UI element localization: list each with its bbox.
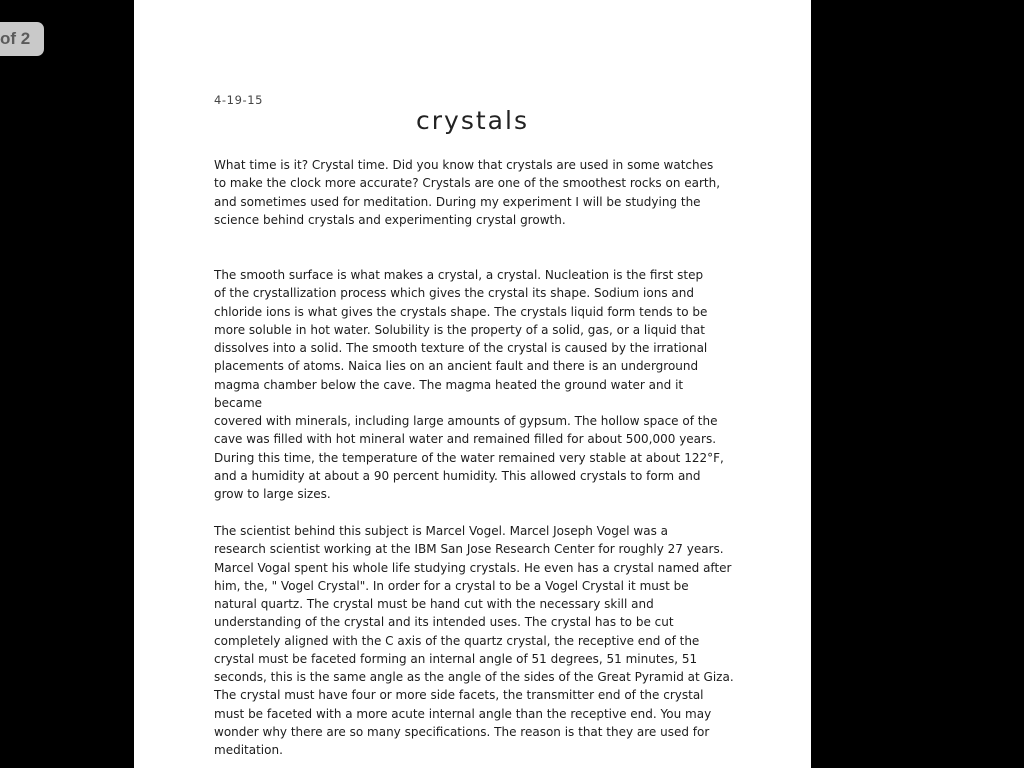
paragraph-science: The smooth surface is what makes a crystal, a crystal. Nucleation is the first step of the crystallization process which gives the crystal its shape. Sodium ions and chloride ions is what gives the crystals shape. The crystals liquid form tends to be more soluble in hot water. Solubility is the property of a solid, gas, or a liquid that dissolves into a solid. The smooth texture of the crystal is caused by the irrational placements of atoms. Naica lies on an ancient fault and there is an underground magma chamber below the cave. The magma heated the ground water and it became covered with minerals, including large amounts of gypsum. The hollow space of the cave was filled with hot mineral water and remained filled for about 500,000 years. During this time, the temperature of the water remained very stable at about 122°F, and a humidity at about a 90 percent humidity. This allowed crystals to form and grow to large sizes. xyxy=(214,268,724,501)
document-page[interactable] xyxy=(134,0,811,768)
paragraph-intro: What time is it? Crystal time. Did you know that crystals are used in some watches to make the clock more accurate? Crystals are one of the smoothest rocks on earth, and sometimes used for meditation. During my experiment I will be studying the science behind crystals and experimenting crystal growth. xyxy=(214,158,721,227)
document-date: 4-19-15 xyxy=(214,93,264,107)
document-title: crystals xyxy=(416,106,529,135)
paragraph-scientist: The scientist behind this subject is Marcel Vogel. Marcel Joseph Vogel was a research scientist working at the IBM San Jose Research Center for roughly 27 years. Marcel Vogal spent his whole life studying crystals. He even has a crystal named after him, the, " Vogel Crystal". In order for a crystal to be a Vogel Crystal it must be natural quartz. The crystal must be hand cut with the necessary skill and understanding of the crystal and its intended uses. The crystal has to be cut completely aligned with the C axis of the quartz crystal, the receptive end of the crystal must be faceted forming an internal angle of 51 degrees, 51 minutes, 51 seconds, this is the same angle as the angle of the sides of the Great Pyramid at Giza. The crystal must have four or more side facets, the transmitter end of the crystal must be faceted with a more acute internal angle than the receptive end. You may wonder why there are so many specifications. The reason is that they are used for meditation. xyxy=(214,524,734,757)
page-indicator: of 2 xyxy=(0,22,44,56)
